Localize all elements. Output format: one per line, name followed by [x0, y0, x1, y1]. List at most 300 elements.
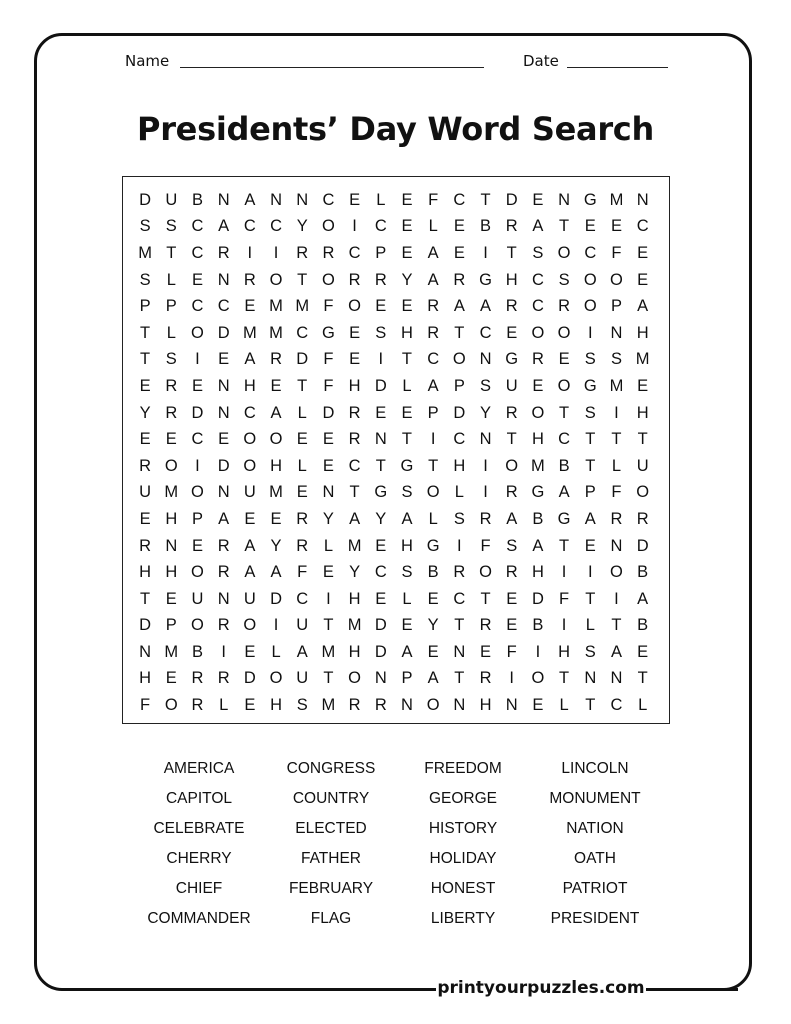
grid-letter: E [139, 430, 151, 449]
word-list-item: ELECTED [295, 820, 367, 837]
grid-letter: T [637, 669, 648, 688]
grid-letter: A [349, 509, 361, 528]
grid-letter: C [531, 270, 544, 289]
grid-letter: T [585, 696, 596, 715]
grid-letter: T [454, 616, 465, 635]
grid-letter: B [480, 217, 492, 236]
grid-letter: H [270, 696, 282, 715]
grid-letter: N [270, 190, 282, 209]
word-list-item: PATRIOT [562, 880, 628, 897]
word-list-item: MONUMENT [549, 790, 641, 807]
grid-letter: L [454, 483, 464, 502]
grid-letter: A [584, 509, 596, 528]
grid-letter: R [296, 509, 309, 528]
grid-letter: A [270, 563, 282, 582]
grid-letter: R [348, 270, 361, 289]
grid-letter: E [427, 642, 439, 661]
grid-letter: R [427, 297, 440, 316]
grid-letter: B [532, 509, 544, 528]
grid-letter: I [535, 642, 541, 661]
grid-letter: F [506, 642, 517, 661]
grid-letter: N [139, 642, 152, 661]
grid-letter: M [635, 350, 650, 369]
grid-letter: F [480, 536, 491, 555]
grid-letter: R [296, 243, 309, 262]
grid-letter: E [401, 616, 413, 635]
word-list-item: CHERRY [166, 850, 232, 867]
grid-letter: H [348, 376, 361, 395]
grid-letter: D [374, 616, 387, 635]
grid-letter: N [374, 669, 387, 688]
grid-letter: E [610, 217, 622, 236]
grid-letter: P [401, 669, 413, 688]
grid-letter: C [453, 190, 466, 209]
grid-letter: A [296, 642, 308, 661]
grid-letter: O [348, 297, 362, 316]
grid-letter: E [584, 217, 596, 236]
grid-letter: R [479, 509, 492, 528]
grid-letter: I [561, 563, 567, 582]
grid-letter: S [506, 536, 518, 555]
grid-letter: T [401, 350, 413, 369]
grid-letter: O [243, 430, 257, 449]
grid-letter: R [165, 403, 178, 422]
grid-letter: E [244, 696, 256, 715]
grid-letter: E [480, 642, 492, 661]
grid-letter: M [164, 642, 179, 661]
word-list-item: OATH [574, 850, 616, 867]
grid-letter: E [349, 350, 361, 369]
grid-letter: O [269, 669, 283, 688]
grid-letter: B [532, 616, 544, 635]
grid-letter: T [454, 669, 465, 688]
grid-letter: F [611, 483, 622, 502]
grid-letter: F [140, 696, 151, 715]
grid-letter: D [374, 376, 387, 395]
grid-letter: R [505, 217, 518, 236]
grid-letter: T [323, 669, 334, 688]
grid-letter: T [375, 456, 386, 475]
grid-letter: E [532, 696, 544, 715]
grid-letter: S [610, 350, 622, 369]
grid-letter: T [611, 616, 622, 635]
grid-letter: I [483, 243, 488, 262]
grid-letter: T [428, 456, 439, 475]
grid-letter: O [269, 270, 283, 289]
grid-letter: F [323, 350, 334, 369]
date-field-line [567, 67, 668, 68]
grid-letter: I [352, 217, 357, 236]
grid-letter: O [426, 483, 440, 502]
grid-letter: L [428, 217, 438, 236]
grid-letter: S [375, 323, 387, 342]
grid-letter: D [139, 616, 152, 635]
grid-letter: H [558, 642, 571, 661]
grid-letter: E [506, 323, 518, 342]
name-field-line [180, 67, 484, 68]
grid-letter: C [584, 243, 597, 262]
footer-site-link[interactable]: printyourpuzzles.com [436, 973, 646, 1003]
grid-letter: G [557, 509, 571, 528]
grid-letter: H [270, 456, 282, 475]
grid-letter: E [349, 323, 361, 342]
grid-letter: E [322, 563, 334, 582]
grid-letter: O [557, 376, 571, 395]
grid-letter: H [531, 563, 544, 582]
grid-letter: S [401, 483, 413, 502]
grid-letter: E [244, 297, 256, 316]
grid-letter: N [217, 589, 230, 608]
grid-letter: I [273, 243, 279, 262]
word-list-item: FLAG [310, 910, 352, 927]
grid-row [132, 506, 660, 533]
grid-letter: A [401, 509, 413, 528]
grid-letter: O [583, 270, 597, 289]
grid-letter: I [326, 589, 331, 608]
grid-letter: C [217, 297, 230, 316]
grid-letter: H [165, 563, 178, 582]
grid-letter: E [453, 243, 465, 262]
grid-letter: E [637, 642, 649, 661]
page-title: Presidents’ Day Word Search [137, 110, 654, 148]
grid-letter: P [165, 297, 177, 316]
grid-row [132, 373, 660, 400]
grid-letter: C [243, 403, 256, 422]
grid-letter: R [217, 563, 230, 582]
grid-letter: E [218, 430, 230, 449]
grid-letter: G [426, 536, 440, 555]
grid-letter: L [166, 323, 176, 342]
grid-letter: C [322, 190, 335, 209]
word-list-item: NATION [566, 820, 624, 837]
grid-letter: E [453, 217, 465, 236]
grid-letter: T [166, 243, 177, 262]
grid-letter: R [531, 350, 544, 369]
grid-letter: N [217, 190, 230, 209]
grid-letter: O [583, 297, 597, 316]
grid-letter: E [191, 270, 203, 289]
grid-letter: O [531, 403, 545, 422]
grid-letter: O [269, 430, 283, 449]
grid-letter: A [244, 350, 256, 369]
grid-letter: R [558, 297, 571, 316]
grid-letter: N [217, 483, 230, 502]
grid-letter: C [453, 589, 466, 608]
word-list-item: CONGRESS [286, 760, 376, 777]
grid-letter: D [217, 456, 230, 475]
grid-row [132, 320, 660, 347]
grid-letter: Y [139, 403, 151, 422]
grid-letter: O [610, 270, 623, 289]
grid-letter: G [531, 483, 545, 502]
grid-row [132, 613, 660, 640]
grid-letter: I [247, 243, 253, 262]
grid-letter: O [610, 563, 623, 582]
grid-letter: D [243, 669, 256, 688]
grid-letter: G [583, 190, 597, 209]
grid-letter: N [610, 323, 623, 342]
grid-letter: M [269, 323, 283, 342]
grid-row [132, 453, 660, 480]
grid-letter: E [506, 589, 518, 608]
grid-letter: N [217, 376, 230, 395]
grid-letter: E [401, 190, 413, 209]
grid-letter: O [321, 217, 335, 236]
grid-letter: H [348, 589, 361, 608]
grid-letter: I [483, 456, 488, 475]
footer-rule-right [646, 988, 738, 991]
grid-letter: A [270, 403, 282, 422]
grid-letter: R [217, 243, 230, 262]
grid-letter: L [559, 696, 569, 715]
grid-letter: S [139, 217, 151, 236]
grid-letter: R [505, 563, 518, 582]
grid-letter: N [479, 350, 492, 369]
grid-letter: Y [401, 270, 413, 289]
grid-letter: P [139, 297, 151, 316]
grid-letter: T [323, 616, 334, 635]
grid-letter: S [584, 350, 596, 369]
grid-letter: T [611, 430, 622, 449]
grid-letter: E [244, 642, 256, 661]
grid-letter: E [322, 430, 334, 449]
word-list-item: HONEST [430, 880, 496, 897]
grid-letter: E [270, 509, 282, 528]
grid-letter: N [217, 270, 230, 289]
grid-letter: R [296, 536, 309, 555]
grid-letter: E [322, 456, 334, 475]
grid-letter: R [427, 323, 440, 342]
word-list-item: GEORGE [428, 790, 498, 807]
grid-letter: E [637, 376, 649, 395]
grid-letter: R [322, 243, 335, 262]
grid-letter: R [139, 456, 152, 475]
grid-letter: R [453, 563, 466, 582]
grid-letter: U [296, 616, 309, 635]
grid-letter: N [217, 403, 230, 422]
grid-letter: O [531, 323, 545, 342]
grid-letter: E [375, 403, 387, 422]
grid-letter: I [587, 323, 593, 342]
grid-letter: E [375, 297, 387, 316]
grid-letter: F [611, 243, 622, 262]
grid-letter: R [243, 270, 256, 289]
grid-row [132, 692, 660, 719]
grid-letter: E [244, 509, 256, 528]
grid-letter: I [561, 616, 567, 635]
grid-letter: L [402, 376, 412, 395]
grid-letter: E [165, 589, 177, 608]
grid-letter: A [427, 669, 439, 688]
grid-letter: N [322, 483, 335, 502]
grid-letter: P [375, 243, 387, 262]
grid-letter: T [506, 243, 517, 262]
grid-letter: L [638, 696, 648, 715]
word-list-item: LIBERTY [430, 910, 496, 927]
grid-letter: R [610, 509, 623, 528]
grid-letter: Y [296, 217, 308, 236]
grid-letter: R [348, 403, 361, 422]
grid-letter: I [509, 669, 515, 688]
grid-letter: H [531, 430, 544, 449]
grid-letter: O [636, 483, 650, 502]
grid-letter: O [191, 616, 204, 635]
grid-letter: L [585, 616, 595, 635]
grid-letter: E [218, 350, 230, 369]
grid-letter: I [457, 536, 462, 555]
grid-letter: N [505, 696, 518, 715]
grid-letter: D [531, 589, 544, 608]
grid-letter: S [453, 509, 465, 528]
grid-letter: C [191, 243, 204, 262]
grid-letter: O [191, 563, 204, 582]
grid-letter: S [480, 376, 492, 395]
grid-letter: D [322, 403, 335, 422]
grid-letter: H [636, 323, 649, 342]
grid-letter: D [217, 323, 230, 342]
date-label: Date [523, 52, 559, 70]
grid-letter: C [610, 696, 623, 715]
grid-letter: A [532, 217, 544, 236]
grid-letter: R [505, 403, 518, 422]
grid-letter: L [271, 642, 281, 661]
grid-letter: T [401, 430, 413, 449]
word-list-item: COUNTRY [292, 790, 370, 807]
footer [0, 973, 791, 1003]
grid-letter: L [297, 456, 307, 475]
grid-letter: L [219, 696, 229, 715]
grid-letter: L [166, 270, 176, 289]
grid-letter: B [558, 456, 570, 475]
grid-letter: T [140, 350, 151, 369]
grid-letter: A [244, 536, 256, 555]
grid-letter: C [479, 323, 492, 342]
grid-letter: N [453, 642, 466, 661]
grid-letter: C [191, 430, 204, 449]
grid-letter: D [505, 190, 518, 209]
grid-letter: E [139, 509, 151, 528]
grid-letter: E [375, 536, 387, 555]
grid-letter: O [191, 323, 204, 342]
grid-letter: L [297, 403, 307, 422]
grid-letter: R [374, 270, 387, 289]
word-list-item: FEBRUARY [288, 880, 374, 897]
grid-letter: R [479, 669, 492, 688]
grid-letter: B [191, 642, 203, 661]
grid-letter: A [532, 536, 544, 555]
grid-letter: N [453, 696, 466, 715]
grid-letter: H [479, 696, 492, 715]
grid-row [132, 293, 660, 320]
grid-row [132, 214, 660, 241]
grid-letter: E [191, 536, 203, 555]
grid-letter: H [453, 456, 466, 475]
grid-letter: M [531, 456, 545, 475]
grid-letter: I [378, 350, 384, 369]
grid-letter: R [505, 483, 518, 502]
grid-letter: S [139, 270, 151, 289]
grid-letter: T [349, 483, 360, 502]
grid-letter: R [348, 430, 361, 449]
grid-letter: U [505, 376, 518, 395]
grid-letter: E [558, 350, 570, 369]
grid-letter: T [585, 589, 596, 608]
grid-row [132, 400, 660, 427]
grid-letter: B [191, 190, 203, 209]
grid-letter: N [374, 430, 387, 449]
grid-letter: A [506, 509, 518, 528]
grid-letter: U [243, 483, 256, 502]
grid-letter: E [401, 297, 413, 316]
grid-letter: P [453, 376, 465, 395]
grid-letter: R [191, 696, 204, 715]
grid-letter: I [614, 403, 619, 422]
grid-letter: C [348, 243, 361, 262]
footer-rule-left [200, 988, 436, 991]
grid-letter: A [637, 297, 649, 316]
grid-letter: N [296, 190, 309, 209]
grid-letter: T [559, 217, 570, 236]
word-list-item: AMERICA [163, 760, 235, 777]
grid-row [132, 586, 660, 613]
grid-letter: I [483, 483, 488, 502]
grid-letter: O [243, 616, 257, 635]
grid-letter: C [558, 430, 571, 449]
grid-letter: O [164, 696, 178, 715]
grid-row [132, 666, 660, 693]
grid-letter: A [218, 509, 230, 528]
grid-letter: C [427, 350, 440, 369]
grid-letter: R [479, 616, 492, 635]
grid-letter: H [139, 669, 152, 688]
grid-letter: M [347, 536, 362, 555]
grid-letter: N [584, 669, 597, 688]
grid-letter: M [269, 483, 283, 502]
grid-letter: C [374, 563, 387, 582]
grid-letter: G [583, 376, 597, 395]
grid-letter: R [374, 696, 387, 715]
word-list-item: CHIEF [175, 880, 223, 897]
grid-letter: E [401, 243, 413, 262]
grid-letter: I [195, 456, 200, 475]
grid-letter: U [139, 483, 152, 502]
grid-row [132, 347, 660, 374]
grid-letter: G [374, 483, 388, 502]
grid-row [132, 426, 660, 453]
grid-letter: O [452, 350, 466, 369]
grid-letter: N [558, 190, 571, 209]
grid-letter: M [321, 696, 336, 715]
grid-letter: A [637, 589, 649, 608]
grid-letter: Y [270, 536, 282, 555]
grid-letter: E [532, 190, 544, 209]
grid-letter: E [296, 483, 308, 502]
grid-letter: R [217, 616, 230, 635]
grid-letter: H [165, 509, 178, 528]
grid-letter: O [557, 323, 571, 342]
grid-letter: D [139, 190, 152, 209]
grid-letter: S [165, 217, 177, 236]
grid-letter: D [453, 403, 466, 422]
grid-letter: M [164, 483, 179, 502]
grid-letter: M [609, 376, 624, 395]
grid-letter: O [479, 563, 492, 582]
grid-letter: E [427, 589, 439, 608]
grid-letter: H [401, 323, 413, 342]
letter-grid [122, 176, 670, 724]
grid-row [132, 533, 660, 560]
grid-letter: Y [322, 509, 334, 528]
